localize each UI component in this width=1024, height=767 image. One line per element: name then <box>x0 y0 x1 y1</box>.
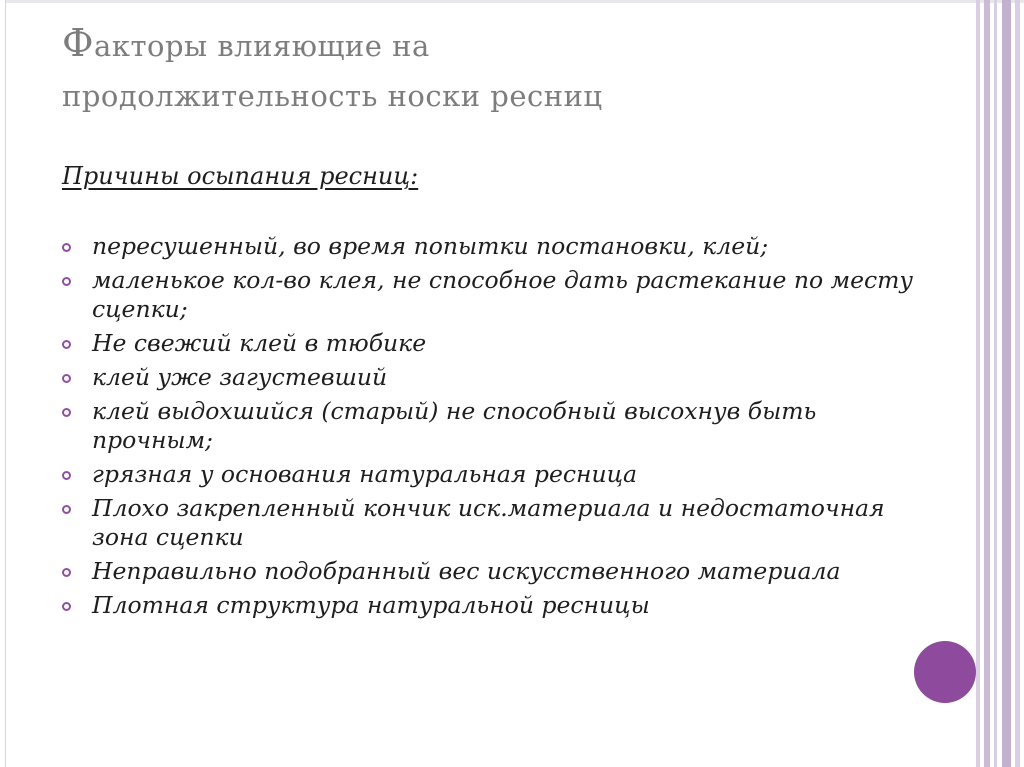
decorative-stripe <box>984 0 990 767</box>
title-initial-letter: Ф <box>62 21 95 65</box>
bullet-ring-icon <box>62 602 71 611</box>
decorative-stripe <box>976 0 980 767</box>
list-item <box>60 494 920 552</box>
list-item <box>60 460 920 489</box>
top-border <box>0 0 1024 3</box>
decorative-stripe <box>1015 0 1020 767</box>
decorative-stripe <box>994 0 997 767</box>
list-item-text: грязная у основания натуральная ресница <box>92 460 638 488</box>
left-border <box>0 0 6 767</box>
list-item <box>60 232 920 261</box>
bullet-ring-icon <box>62 408 71 417</box>
list-item <box>60 363 920 392</box>
bullet-ring-icon <box>62 505 71 514</box>
list-item-text: Плохо закрепленный кончик иск.материала и недостаточная зона сцепки <box>92 494 885 551</box>
list-item <box>60 266 920 324</box>
bullet-ring-icon <box>62 471 71 480</box>
title-line-1 <box>62 18 942 71</box>
list-item-text: Неправильно подобранный вес искусственного материала <box>92 557 841 585</box>
section-subtitle: Причины осыпания ресниц: <box>62 162 419 190</box>
list-item-text: клей уже загустевший <box>92 363 388 391</box>
title-line-1-text: акторы влияющие на <box>94 29 430 63</box>
list-item <box>60 591 920 620</box>
list-item-text: Не свежий клей в тюбике <box>92 329 427 357</box>
decorative-stripe <box>1002 0 1011 767</box>
bullet-ring-icon <box>62 243 71 252</box>
bullet-list <box>60 232 920 625</box>
list-item-text: пересушенный, во время попытки постановки, клей; <box>92 232 769 260</box>
list-item <box>60 329 920 358</box>
bullet-ring-icon <box>62 340 71 349</box>
slide-title <box>62 18 942 121</box>
decorative-circle <box>914 641 976 703</box>
list-item-text: маленькое кол-во клея, не способное дать растекание по месту сцепки; <box>92 266 914 323</box>
list-item-text: клей выдохшийся (старый) не способный высохнув быть прочным; <box>92 397 817 454</box>
bullet-ring-icon <box>62 374 71 383</box>
bullet-ring-icon <box>62 277 71 286</box>
list-item <box>60 557 920 586</box>
title-line-2: продолжительность носки ресниц <box>62 79 603 113</box>
bullet-ring-icon <box>62 568 71 577</box>
list-item <box>60 397 920 455</box>
list-item-text: Плотная структура натуральной ресницы <box>92 591 650 619</box>
